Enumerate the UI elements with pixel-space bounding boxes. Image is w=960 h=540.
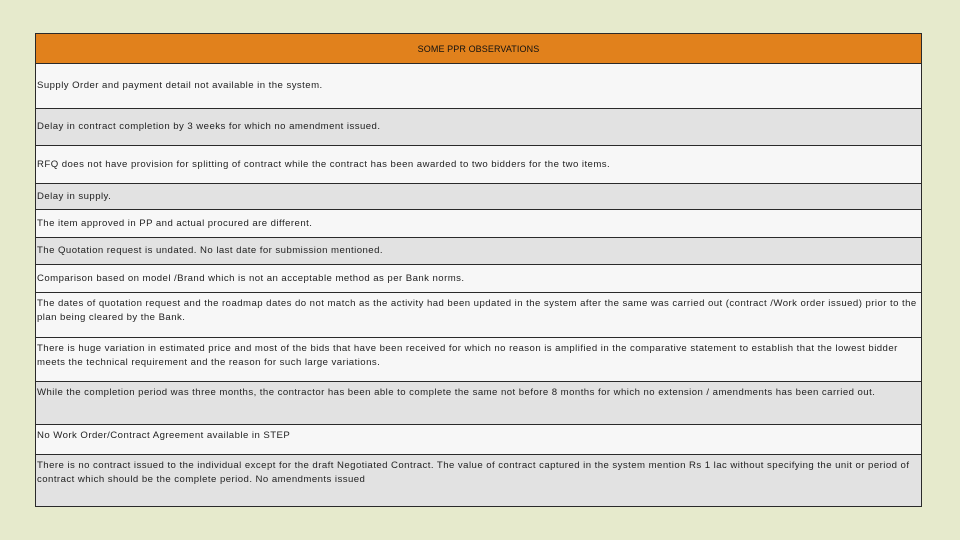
table-row: RFQ does not have provision for splitting of contract while the contract has been awarded to two bidders for the two items.: [36, 146, 921, 184]
table-row: The dates of quotation request and the roadmap dates do not match as the activity had been updated in the system after the same was carried out (contract /Work order issued) prior to the plan being cleared by the Bank.: [36, 293, 921, 338]
table-row: There is huge variation in estimated price and most of the bids that have been received for which no reason is amplified in the comparative statement to establish that the lowest bidder meets the technical requirement and the reason for such large variations.: [36, 338, 921, 382]
table-row: Comparison based on model /Brand which is not an acceptable method as per Bank norms.: [36, 265, 921, 293]
table-row: The Quotation request is undated. No last date for submission mentioned.: [36, 238, 921, 265]
observations-table: [35, 33, 922, 507]
table-row: Delay in contract completion by 3 weeks for which no amendment issued.: [36, 109, 921, 146]
table-row: The item approved in PP and actual procured are different.: [36, 210, 921, 238]
table-row: No Work Order/Contract Agreement available in STEP: [36, 425, 921, 455]
table-row: Supply Order and payment detail not available in the system.: [36, 64, 921, 109]
table-row: While the completion period was three months, the contractor has been able to complete the same not before 8 months for which no extension / amendments has been carried out.: [36, 382, 921, 425]
table-header: SOME PPR OBSERVATIONS: [36, 34, 921, 64]
table-row: Delay in supply.: [36, 184, 921, 210]
table-row: There is no contract issued to the individual except for the draft Negotiated Contract. The value of contract captured in the system mention Rs 1 lac without specifying the unit or period of contract which should be the complete period. No amendments issued: [36, 455, 921, 506]
